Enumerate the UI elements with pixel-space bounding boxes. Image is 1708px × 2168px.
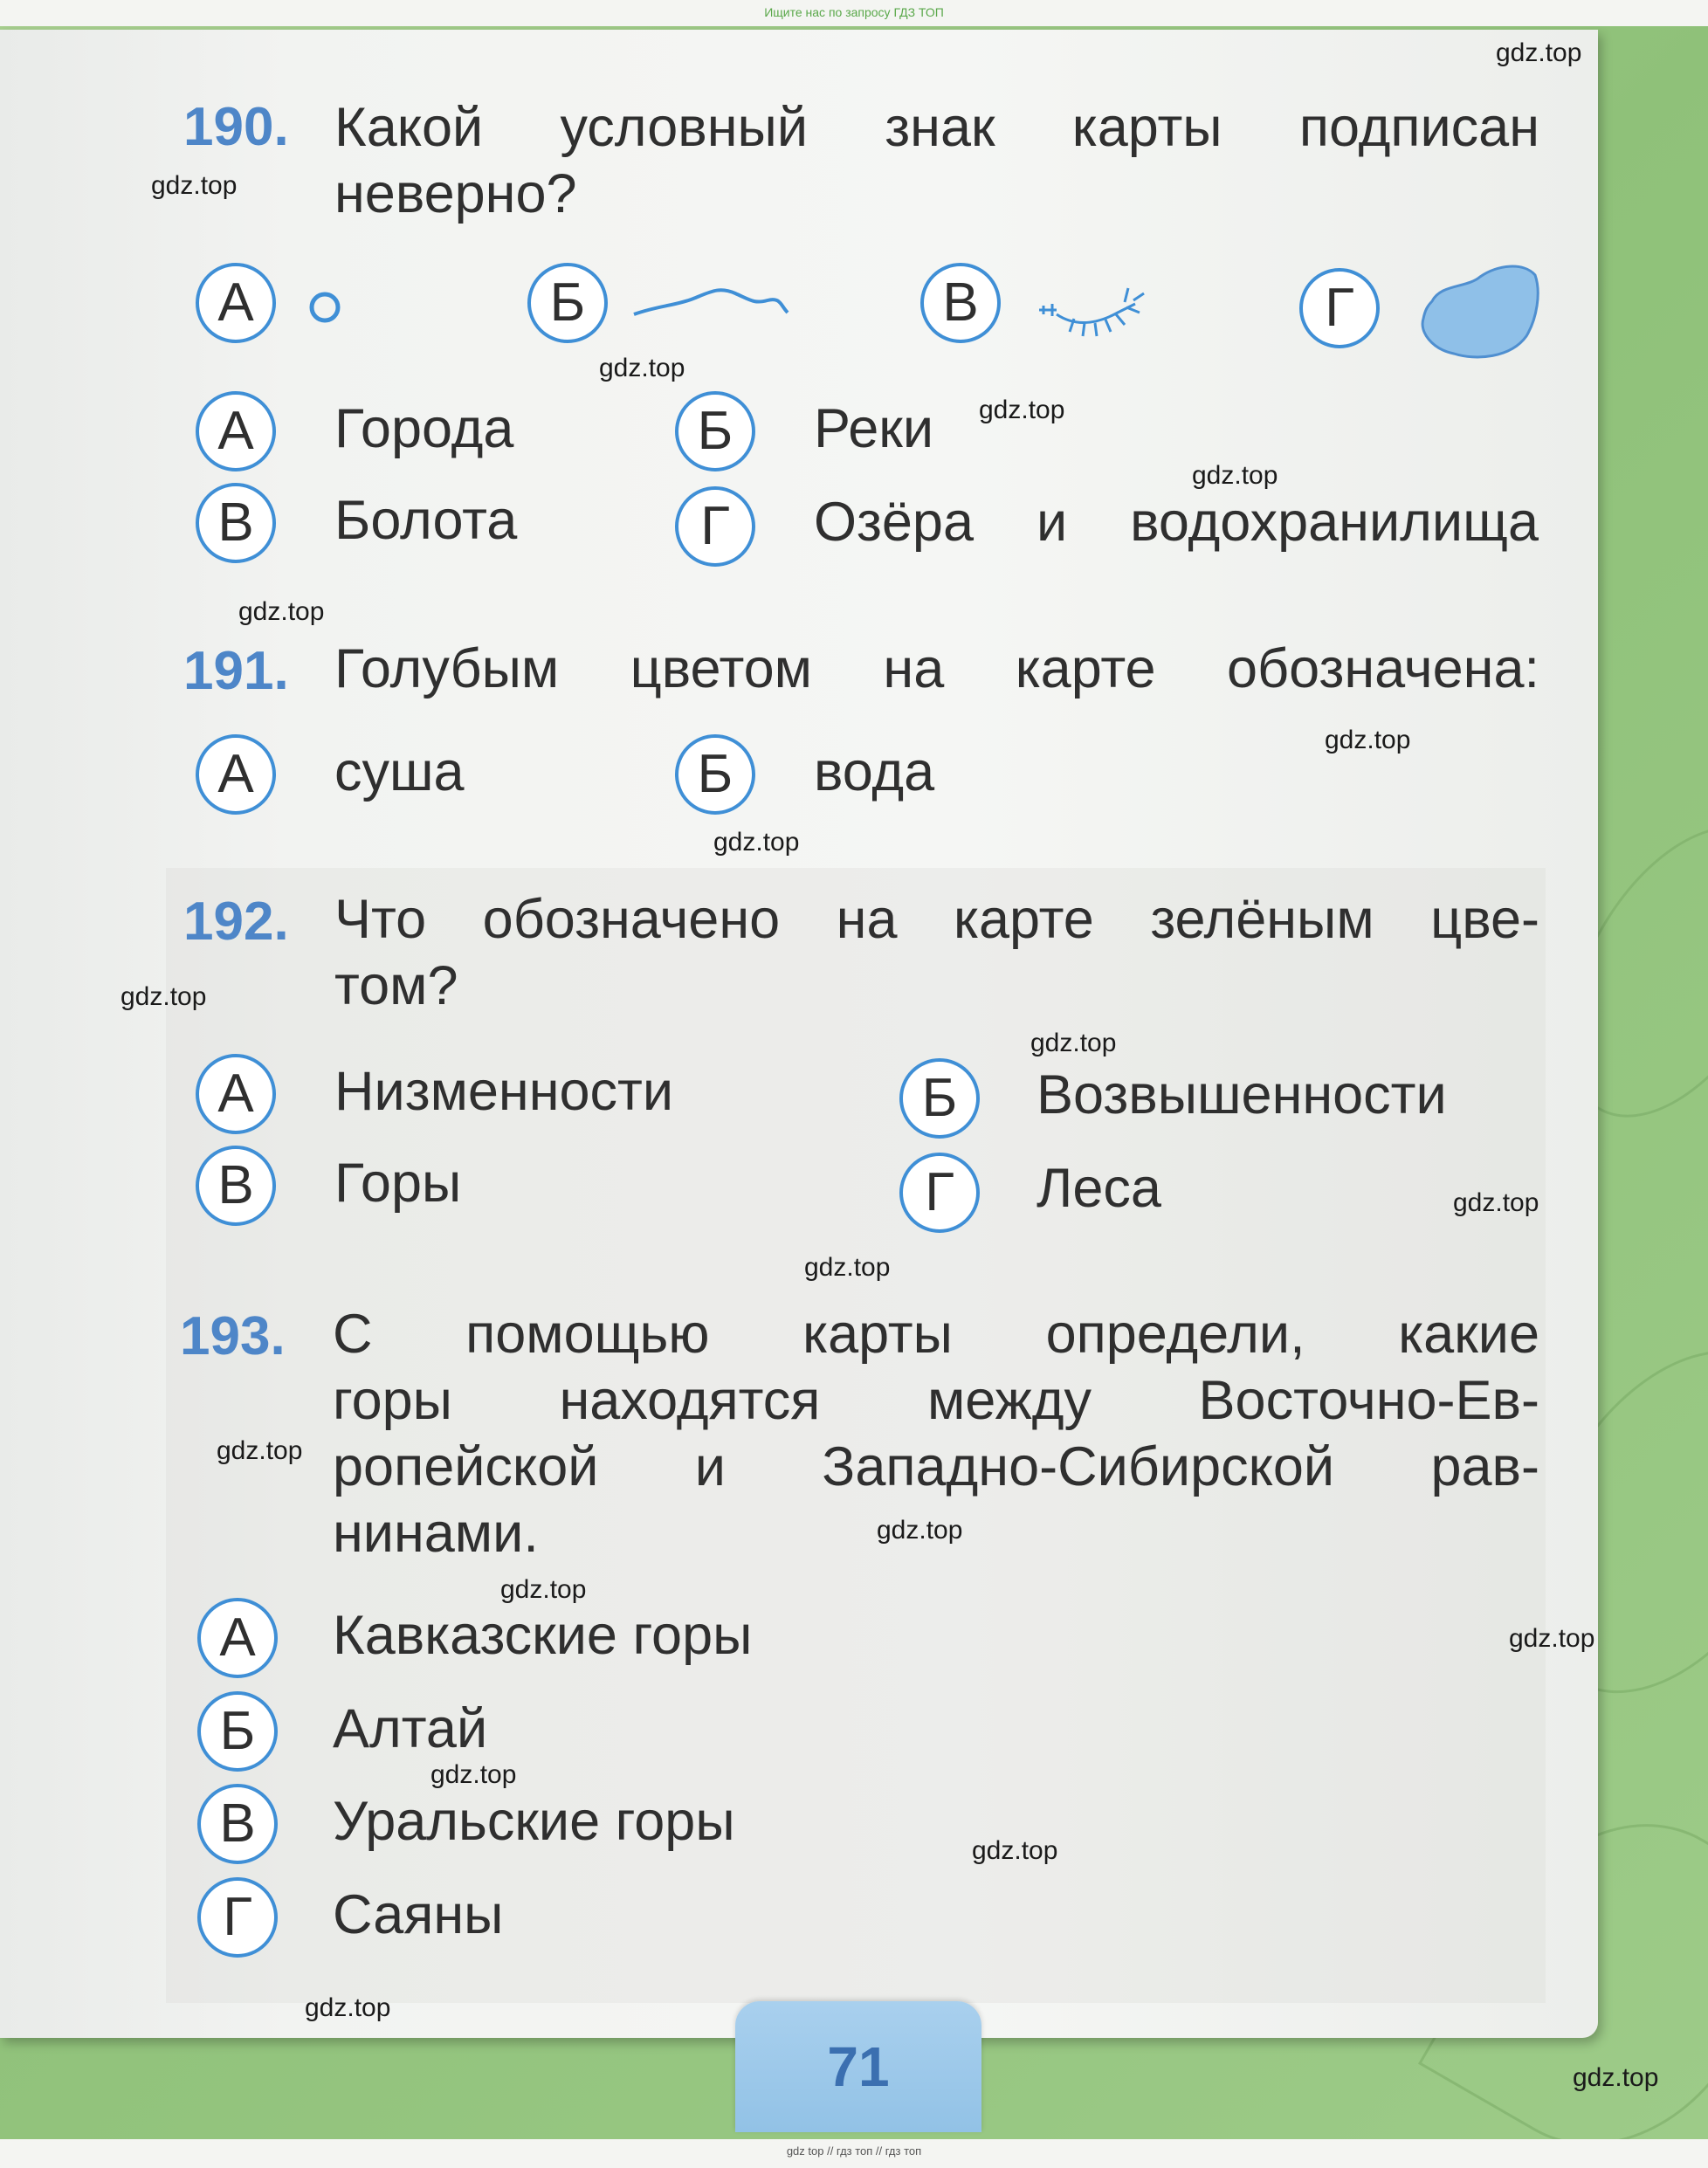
option-192-g-circle[interactable]: Г [899,1153,980,1233]
option-190-b-text: Реки [814,398,934,459]
question-193-line-1: С помощью карты определи, какие [333,1304,1539,1365]
option-192-b-circle[interactable]: Б [899,1058,980,1139]
option-191-a-circle[interactable]: А [196,734,276,815]
option-192-v-circle[interactable]: В [196,1146,276,1226]
question-193-line-2: горы находятся между Восточно-Ев- [333,1370,1539,1431]
option-190-a-text: Города [334,398,514,459]
option-193-b-text: Алтай [333,1698,488,1759]
symbol-choice-a[interactable]: А [196,263,276,343]
question-191-number: 191. [183,641,289,701]
option-192-a-circle[interactable]: А [196,1054,276,1134]
footer-note: gdz top // гдз топ // гдз топ [786,2144,922,2158]
watermark: gdz.top [979,396,1065,424]
option-191-b-circle[interactable]: Б [675,734,755,815]
watermark: gdz.top [972,1836,1058,1865]
swamp-icon [1030,279,1153,341]
option-190-g-text: Озёра и водохранилища [814,492,1539,553]
watermark: gdz.top [713,828,800,857]
option-191-b-text: вода [814,741,935,802]
header-note: Ищите нас по запросу ГДЗ ТОП [764,5,944,19]
option-192-v-text: Горы [334,1153,462,1214]
lake-icon [1415,258,1541,362]
option-193-a-circle[interactable]: А [197,1598,278,1678]
option-193-g-circle[interactable]: Г [197,1877,278,1958]
symbol-choice-g[interactable]: Г [1299,268,1380,348]
watermark: gdz.top [430,1760,517,1789]
watermark: gdz.top [500,1575,587,1604]
question-192-number: 192. [183,891,289,952]
question-192-line-1: Что обозначено на карте зелёным цве- [334,889,1539,950]
option-193-b-circle[interactable]: Б [197,1691,278,1772]
option-193-g-text: Саяны [333,1884,504,1945]
question-192-text [334,886,1539,1019]
watermark: gdz.top [804,1253,891,1282]
question-193-line-4: нинами. [333,1503,539,1564]
question-192-line-2: том? [334,955,458,1016]
option-192-a-text: Низменности [334,1061,674,1122]
watermark: gdz.top [151,171,238,200]
option-191-a-text: суша [334,741,465,802]
watermark: gdz.top [1325,726,1411,754]
question-190-line-1: Какой условный знак карты подписан [334,97,1539,158]
question-190-line-2: неверно? [334,163,577,224]
watermark: gdz.top [599,354,685,382]
watermark: gdz.top [1192,461,1278,490]
question-191-line-1: Голубым цветом на карте обозначена: [334,638,1539,699]
city-circle-icon [307,290,342,325]
watermark: gdz.top [1573,2063,1659,2092]
page-number: 71 [827,2035,890,2098]
question-190-number: 190. [183,97,289,157]
option-190-v-text: Болота [334,490,518,551]
river-line-icon [632,279,789,323]
option-192-g-text: Леса [1037,1158,1161,1219]
option-193-v-text: Уральские горы [333,1791,735,1852]
question-193-line-3: ропейской и Западно-Сибирской рав- [333,1436,1539,1497]
question-190-text [334,94,1539,227]
symbol-choice-b[interactable]: Б [527,263,608,343]
option-190-a-circle[interactable]: А [196,391,276,471]
watermark: gdz.top [1509,1624,1595,1653]
option-190-b-circle[interactable]: Б [675,391,755,471]
watermark: gdz.top [1030,1029,1117,1057]
watermark: gdz.top [877,1516,963,1545]
option-190-g-circle[interactable]: Г [675,486,755,567]
watermark: gdz.top [305,1993,391,2022]
watermark: gdz.top [238,597,325,626]
question-191-text [334,636,1539,702]
option-193-a-text: Кавказские горы [333,1605,753,1666]
question-193-number: 193. [180,1306,286,1366]
watermark: gdz.top [217,1436,303,1465]
symbol-choice-v[interactable]: В [920,263,1001,343]
watermark: gdz.top [121,982,207,1011]
option-193-v-circle[interactable]: В [197,1784,278,1864]
option-190-v-circle[interactable]: В [196,483,276,563]
watermark: gdz.top [1453,1188,1539,1217]
watermark: gdz.top [1496,38,1582,67]
option-192-b-text: Возвышенности [1037,1064,1447,1125]
